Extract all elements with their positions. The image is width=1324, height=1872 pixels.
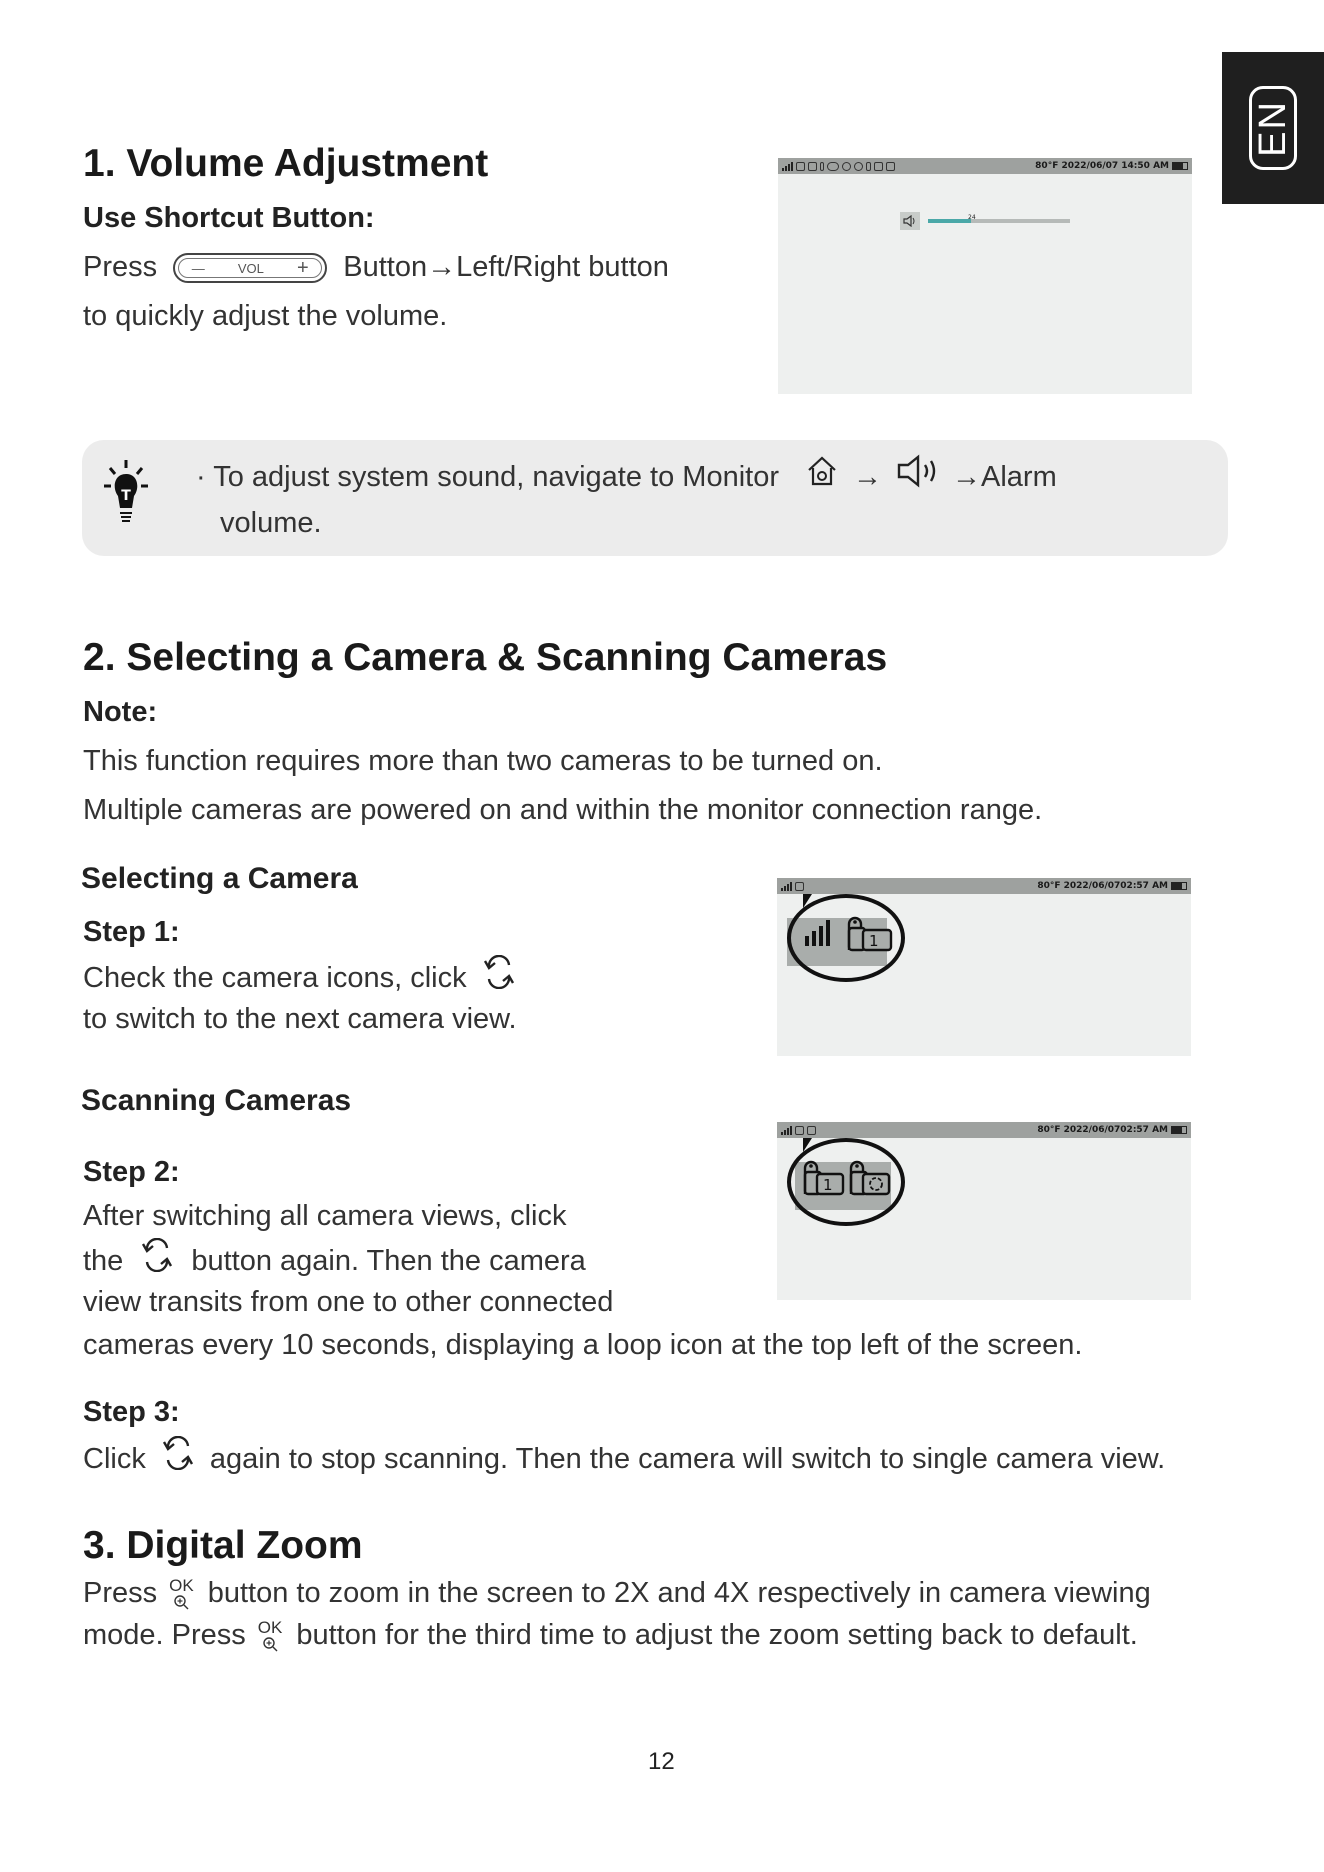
press-text: Press	[83, 251, 158, 283]
camera-number: 1	[823, 1176, 833, 1194]
volume-slider[interactable]	[928, 219, 1070, 223]
svg-text:T: T	[121, 488, 131, 504]
section-subtitle-shortcut: Use Shortcut Button:	[83, 202, 375, 234]
language-badge	[1249, 86, 1297, 170]
step2-line3: view transits from one to other connected	[83, 1286, 614, 1318]
step3-label: Step 3:	[83, 1396, 180, 1428]
volume-instruction-line1	[83, 246, 669, 289]
home-settings-icon	[805, 454, 839, 501]
loop-icon	[158, 1436, 198, 1483]
tip-line2: volume.	[220, 507, 322, 539]
camera-icon-large	[845, 914, 895, 959]
camera-scan-icon	[807, 1126, 816, 1135]
zoom-press: Press	[83, 1577, 158, 1609]
language-tab	[1222, 52, 1324, 204]
note-line2: Multiple cameras are powered on and within the monitor connection range.	[83, 794, 1043, 826]
tip-arrow-1: →	[853, 461, 882, 493]
camera-icon	[808, 162, 817, 171]
camera-icon-large	[801, 1158, 847, 1203]
section-title-zoom: 3. Digital Zoom	[83, 1524, 363, 1567]
magnifier-icon	[262, 1636, 278, 1652]
page-number: 12	[648, 1748, 675, 1775]
step3-line	[83, 1436, 1165, 1483]
vol-button-icon	[173, 253, 327, 283]
section-title-cameras: 2. Selecting a Camera & Scanning Cameras	[83, 636, 888, 679]
status-datetime-text: 80°F 2022/06/0702:57 AM	[1037, 1125, 1168, 1135]
volume-instruction-line2: to quickly adjust the volume.	[83, 300, 448, 332]
step1-line1	[83, 955, 519, 1002]
ok-label: OK	[169, 1576, 194, 1595]
heading-selecting-camera: Selecting a Camera	[81, 862, 358, 895]
signal-icon	[781, 1126, 792, 1135]
step1-label: Step 1:	[83, 916, 180, 948]
tip-text: · To adjust system sound, navigate to Monitor	[196, 461, 779, 493]
loop-icon	[479, 955, 519, 1002]
status-datetime-text: 80°F 2022/06/07 14:50 AM	[1035, 161, 1169, 171]
button-arrow-text: Button→Left/Right button	[343, 251, 669, 283]
tip-line1	[196, 454, 1057, 501]
volume-slider-fill	[928, 219, 971, 223]
signal-icon	[781, 882, 792, 891]
battery-icon	[1171, 1126, 1187, 1134]
speaker-icon	[896, 454, 942, 501]
status-datetime	[1037, 881, 1187, 891]
scanning-screen-mockup	[777, 1122, 1191, 1300]
vol-minus: —	[191, 260, 205, 276]
magnifier-icon	[173, 1594, 189, 1610]
note-label: Note:	[83, 696, 158, 728]
temp-icon	[866, 162, 871, 171]
note-line1: This function requires more than two cameras to be turned on.	[83, 745, 883, 777]
tip-arrow-alarm: →Alarm	[952, 461, 1057, 493]
moon-icon	[842, 162, 851, 171]
ok-label: OK	[257, 1618, 283, 1637]
zoom-line2-text: button for the third time to adjust the zoom setting back to default.	[296, 1619, 1138, 1651]
signal-icon-large	[805, 920, 830, 946]
section-title-volume: 1. Volume Adjustment	[83, 142, 489, 185]
step2-button-again: button again. Then the camera	[191, 1245, 586, 1277]
step3-text: again to stop scanning. Then the camera will switch to single camera view.	[209, 1443, 1166, 1475]
camera-scan-icon-large	[847, 1158, 893, 1203]
step2-line1: After switching all camera views, click	[83, 1200, 567, 1232]
ok-zoom-icon	[258, 1619, 283, 1652]
bulb-icon	[104, 458, 148, 539]
signal-icon	[782, 162, 793, 171]
status-datetime	[1035, 161, 1188, 171]
sound-icon	[874, 162, 883, 171]
vol-plus: +	[296, 256, 309, 279]
mute-icon	[886, 162, 895, 171]
battery-icon	[1172, 162, 1188, 170]
step1-line2: to switch to the next camera view.	[83, 1003, 517, 1035]
status-icons	[782, 162, 895, 171]
loop-icon	[137, 1238, 177, 1285]
vol-label: VOL	[237, 260, 264, 276]
status-datetime	[1037, 1125, 1187, 1135]
step2-line4: cameras every 10 seconds, displaying a loop icon at the top left of the screen.	[83, 1329, 1083, 1361]
alarm-icon	[854, 162, 863, 171]
zoom-line2	[83, 1614, 1138, 1657]
vox-icon	[827, 162, 839, 171]
ok-zoom-icon	[169, 1577, 194, 1610]
camera-icon	[795, 1126, 804, 1135]
volume-screen-mockup	[778, 158, 1192, 394]
status-icons	[781, 882, 804, 891]
battery-icon	[1171, 882, 1187, 890]
step1-text: Check the camera icons, click	[83, 962, 467, 994]
select-camera-screen-mockup	[777, 878, 1191, 1056]
camera-icon	[796, 162, 805, 171]
zoom-line1-text: button to zoom in the screen to 2X and 4X respectively in camera viewing	[207, 1577, 1151, 1609]
status-bar	[777, 1122, 1191, 1138]
camera-icon	[795, 882, 804, 891]
status-bar	[777, 878, 1191, 894]
step2-line2	[83, 1238, 586, 1285]
zoom-line1	[83, 1572, 1151, 1615]
step2-the: the	[83, 1245, 124, 1277]
status-icons	[781, 1126, 816, 1135]
heading-scanning-cameras: Scanning Cameras	[81, 1084, 352, 1117]
status-datetime-text: 80°F 2022/06/0702:57 AM	[1037, 881, 1168, 891]
volume-value: 24	[968, 214, 976, 221]
step3-click: Click	[83, 1443, 146, 1475]
language-label: EN	[1251, 99, 1294, 157]
zoom-mode-press: mode. Press	[83, 1619, 246, 1651]
thermometer-icon	[820, 162, 824, 171]
step2-label: Step 2:	[83, 1156, 180, 1188]
status-bar	[778, 158, 1192, 174]
camera-number: 1	[869, 932, 879, 950]
volume-speaker-icon	[900, 212, 920, 230]
